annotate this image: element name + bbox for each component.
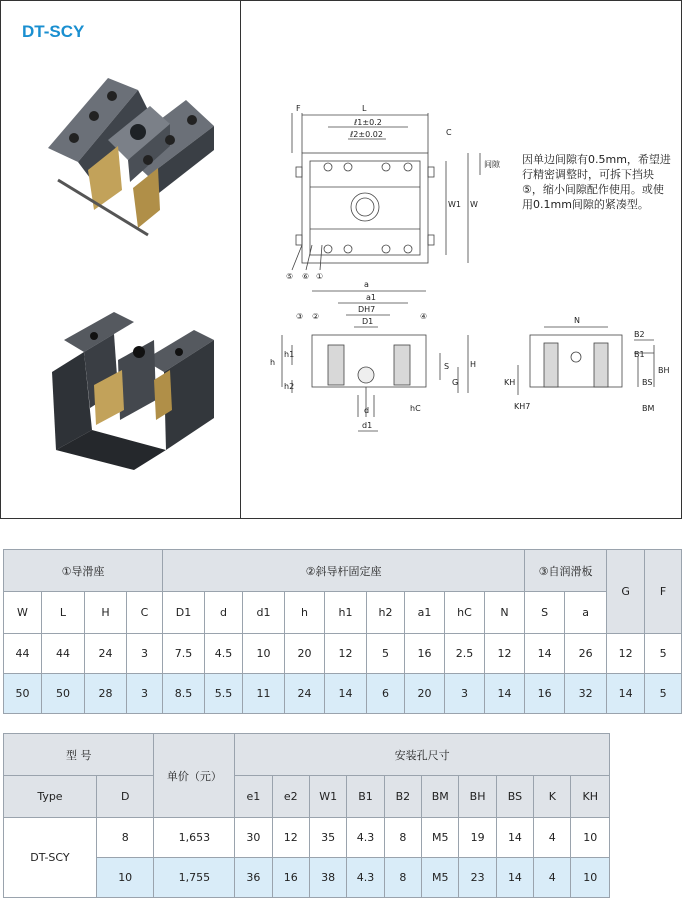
header-h: h bbox=[285, 592, 325, 634]
type-value: DT-SCY bbox=[4, 818, 97, 898]
label-F: F bbox=[296, 104, 301, 113]
header-hole-B2: B2 bbox=[384, 776, 421, 818]
label-W: W bbox=[470, 200, 478, 209]
table-cell: 26 bbox=[565, 634, 607, 674]
table-cell: 10 bbox=[571, 858, 610, 898]
table-cell: 50 bbox=[4, 674, 42, 714]
header-d1: d1 bbox=[243, 592, 285, 634]
label-DH7: DH7 bbox=[358, 305, 376, 314]
header-D1: D1 bbox=[163, 592, 205, 634]
technical-drawing bbox=[262, 95, 682, 440]
table-cell: 30 bbox=[235, 818, 272, 858]
label-B2: B2 bbox=[634, 330, 645, 339]
header-hole-BH: BH bbox=[459, 776, 496, 818]
table-cell: 10 bbox=[243, 634, 285, 674]
table-cell: 24 bbox=[285, 674, 325, 714]
table-cell: M5 bbox=[422, 818, 459, 858]
table-cell: 24 bbox=[85, 634, 127, 674]
label-BM: BM bbox=[642, 404, 655, 413]
label-part5: ⑤ bbox=[286, 272, 294, 281]
label-B1: B1 bbox=[634, 350, 645, 359]
label-part6: ⑥ bbox=[302, 272, 310, 281]
unit-price: 1,653 bbox=[154, 818, 235, 858]
label-KH7: KH7 bbox=[514, 402, 531, 411]
header-hole-B1: B1 bbox=[347, 776, 384, 818]
label-a: a bbox=[364, 280, 369, 289]
header-hole-KH: KH bbox=[571, 776, 610, 818]
adjustment-note: 因单边间隙有0.5mm，希望进行精密调整时，可拆下挡块⑤，缩小间隙配作使用。或使用0.1mm间隙的紧凑型。 bbox=[522, 153, 671, 211]
header-G: G bbox=[607, 550, 645, 634]
label-part2: ② bbox=[312, 312, 320, 321]
table-cell: M5 bbox=[422, 858, 459, 898]
table-cell: 44 bbox=[4, 634, 42, 674]
table-cell: 11 bbox=[243, 674, 285, 714]
table-cell: 14 bbox=[496, 858, 533, 898]
table-cell: 8 bbox=[384, 818, 421, 858]
table-cell: 50 bbox=[42, 674, 85, 714]
table-cell: 12 bbox=[325, 634, 367, 674]
table-cell: 3 bbox=[445, 674, 485, 714]
label-C: C bbox=[446, 128, 452, 137]
header-h2: h2 bbox=[367, 592, 405, 634]
group-self-lube-plate: ③自润滑板 bbox=[525, 550, 607, 592]
table-cell: 3 bbox=[127, 634, 163, 674]
table-cell: 4 bbox=[534, 818, 571, 858]
size-D: 10 bbox=[96, 858, 154, 898]
header-model: 型 号 bbox=[4, 734, 154, 776]
header-W: W bbox=[4, 592, 42, 634]
header-h1: h1 bbox=[325, 592, 367, 634]
table-cell: 4.3 bbox=[347, 818, 384, 858]
table-cell: 20 bbox=[285, 634, 325, 674]
header-hole-e2: e2 bbox=[272, 776, 309, 818]
table-cell: 7.5 bbox=[163, 634, 205, 674]
table-cell: 23 bbox=[459, 858, 496, 898]
header-mounting-holes: 安装孔尺寸 bbox=[235, 734, 610, 776]
header-hole-BM: BM bbox=[422, 776, 459, 818]
label-gap: 间隙 bbox=[484, 160, 500, 169]
table-cell: 19 bbox=[459, 818, 496, 858]
table-cell: 12 bbox=[485, 634, 525, 674]
label-G: G bbox=[452, 378, 459, 387]
label-S: S bbox=[444, 362, 450, 371]
table-cell: 8 bbox=[384, 858, 421, 898]
header-hole-W1: W1 bbox=[309, 776, 346, 818]
header-a: a bbox=[565, 592, 607, 634]
label-l1: ℓ1±0.2 bbox=[354, 118, 382, 127]
header-hole-K: K bbox=[534, 776, 571, 818]
label-N: N bbox=[574, 316, 580, 325]
table-cell: 35 bbox=[309, 818, 346, 858]
label-a1: a1 bbox=[366, 293, 376, 302]
dimension-table bbox=[3, 549, 682, 714]
label-hC: hC bbox=[410, 404, 421, 413]
table-cell: 4 bbox=[534, 858, 571, 898]
table-cell: 32 bbox=[565, 674, 607, 714]
table-cell: 28 bbox=[85, 674, 127, 714]
header-L: L bbox=[42, 592, 85, 634]
header-N: N bbox=[485, 592, 525, 634]
label-h: h bbox=[270, 358, 276, 367]
table-cell: 5 bbox=[645, 674, 682, 714]
table-cell: 14 bbox=[485, 674, 525, 714]
table-cell: 14 bbox=[607, 674, 645, 714]
table-cell: 5 bbox=[367, 634, 405, 674]
label-BH: BH bbox=[658, 366, 670, 375]
table-cell: 12 bbox=[272, 818, 309, 858]
size-D: 8 bbox=[96, 818, 154, 858]
header-F: F bbox=[645, 550, 682, 634]
table-cell: 16 bbox=[272, 858, 309, 898]
label-part1: ① bbox=[316, 272, 324, 281]
table-cell: 14 bbox=[525, 634, 565, 674]
unit-price: 1,755 bbox=[154, 858, 235, 898]
label-h1: h1 bbox=[284, 350, 295, 359]
header-C: C bbox=[127, 592, 163, 634]
label-d1: d1 bbox=[362, 421, 373, 430]
table-cell: 36 bbox=[235, 858, 272, 898]
header-hC: hC bbox=[445, 592, 485, 634]
label-part3: ③ bbox=[296, 312, 304, 321]
table-cell: 14 bbox=[325, 674, 367, 714]
table-cell: 20 bbox=[405, 674, 445, 714]
table-cell: 38 bbox=[309, 858, 346, 898]
label-D1: D1 bbox=[362, 317, 374, 326]
table-cell: 16 bbox=[525, 674, 565, 714]
group-guide-base: ①导滑座 bbox=[4, 550, 163, 592]
header-price: 单价（元） bbox=[154, 734, 235, 818]
header-a1: a1 bbox=[405, 592, 445, 634]
label-KH: KH bbox=[504, 378, 516, 387]
header-d: d bbox=[205, 592, 243, 634]
price-table bbox=[3, 733, 610, 898]
label-part4: ④ bbox=[420, 312, 428, 321]
product-photo-top bbox=[38, 70, 220, 240]
label-L: L bbox=[362, 104, 367, 113]
label-l2: ℓ2±0.02 bbox=[350, 130, 383, 139]
label-d: d bbox=[364, 406, 370, 415]
table-cell: 8.5 bbox=[163, 674, 205, 714]
product-title: DT-SCY bbox=[22, 22, 85, 41]
product-photo-front bbox=[44, 300, 219, 475]
frame-divider bbox=[240, 0, 241, 519]
header-H: H bbox=[85, 592, 127, 634]
table-cell: 4.5 bbox=[205, 634, 243, 674]
label-W1: W1 bbox=[448, 200, 461, 209]
table-cell: 10 bbox=[571, 818, 610, 858]
table-cell: 44 bbox=[42, 634, 85, 674]
header-type: Type bbox=[4, 776, 97, 818]
table-cell: 2.5 bbox=[445, 634, 485, 674]
label-h2: h2 bbox=[284, 382, 295, 391]
table-cell: 14 bbox=[496, 818, 533, 858]
label-H: H bbox=[470, 360, 477, 369]
group-angle-pin-holder: ②斜导杆固定座 bbox=[163, 550, 525, 592]
table-cell: 12 bbox=[607, 634, 645, 674]
header-hole-BS: BS bbox=[496, 776, 533, 818]
header-hole-e1: e1 bbox=[235, 776, 272, 818]
header-D: D bbox=[96, 776, 154, 818]
table-cell: 6 bbox=[367, 674, 405, 714]
header-S: S bbox=[525, 592, 565, 634]
table-cell: 5.5 bbox=[205, 674, 243, 714]
label-BS: BS bbox=[642, 378, 653, 387]
table-cell: 3 bbox=[127, 674, 163, 714]
table-cell: 5 bbox=[645, 634, 682, 674]
table-cell: 4.3 bbox=[347, 858, 384, 898]
table-cell: 16 bbox=[405, 634, 445, 674]
